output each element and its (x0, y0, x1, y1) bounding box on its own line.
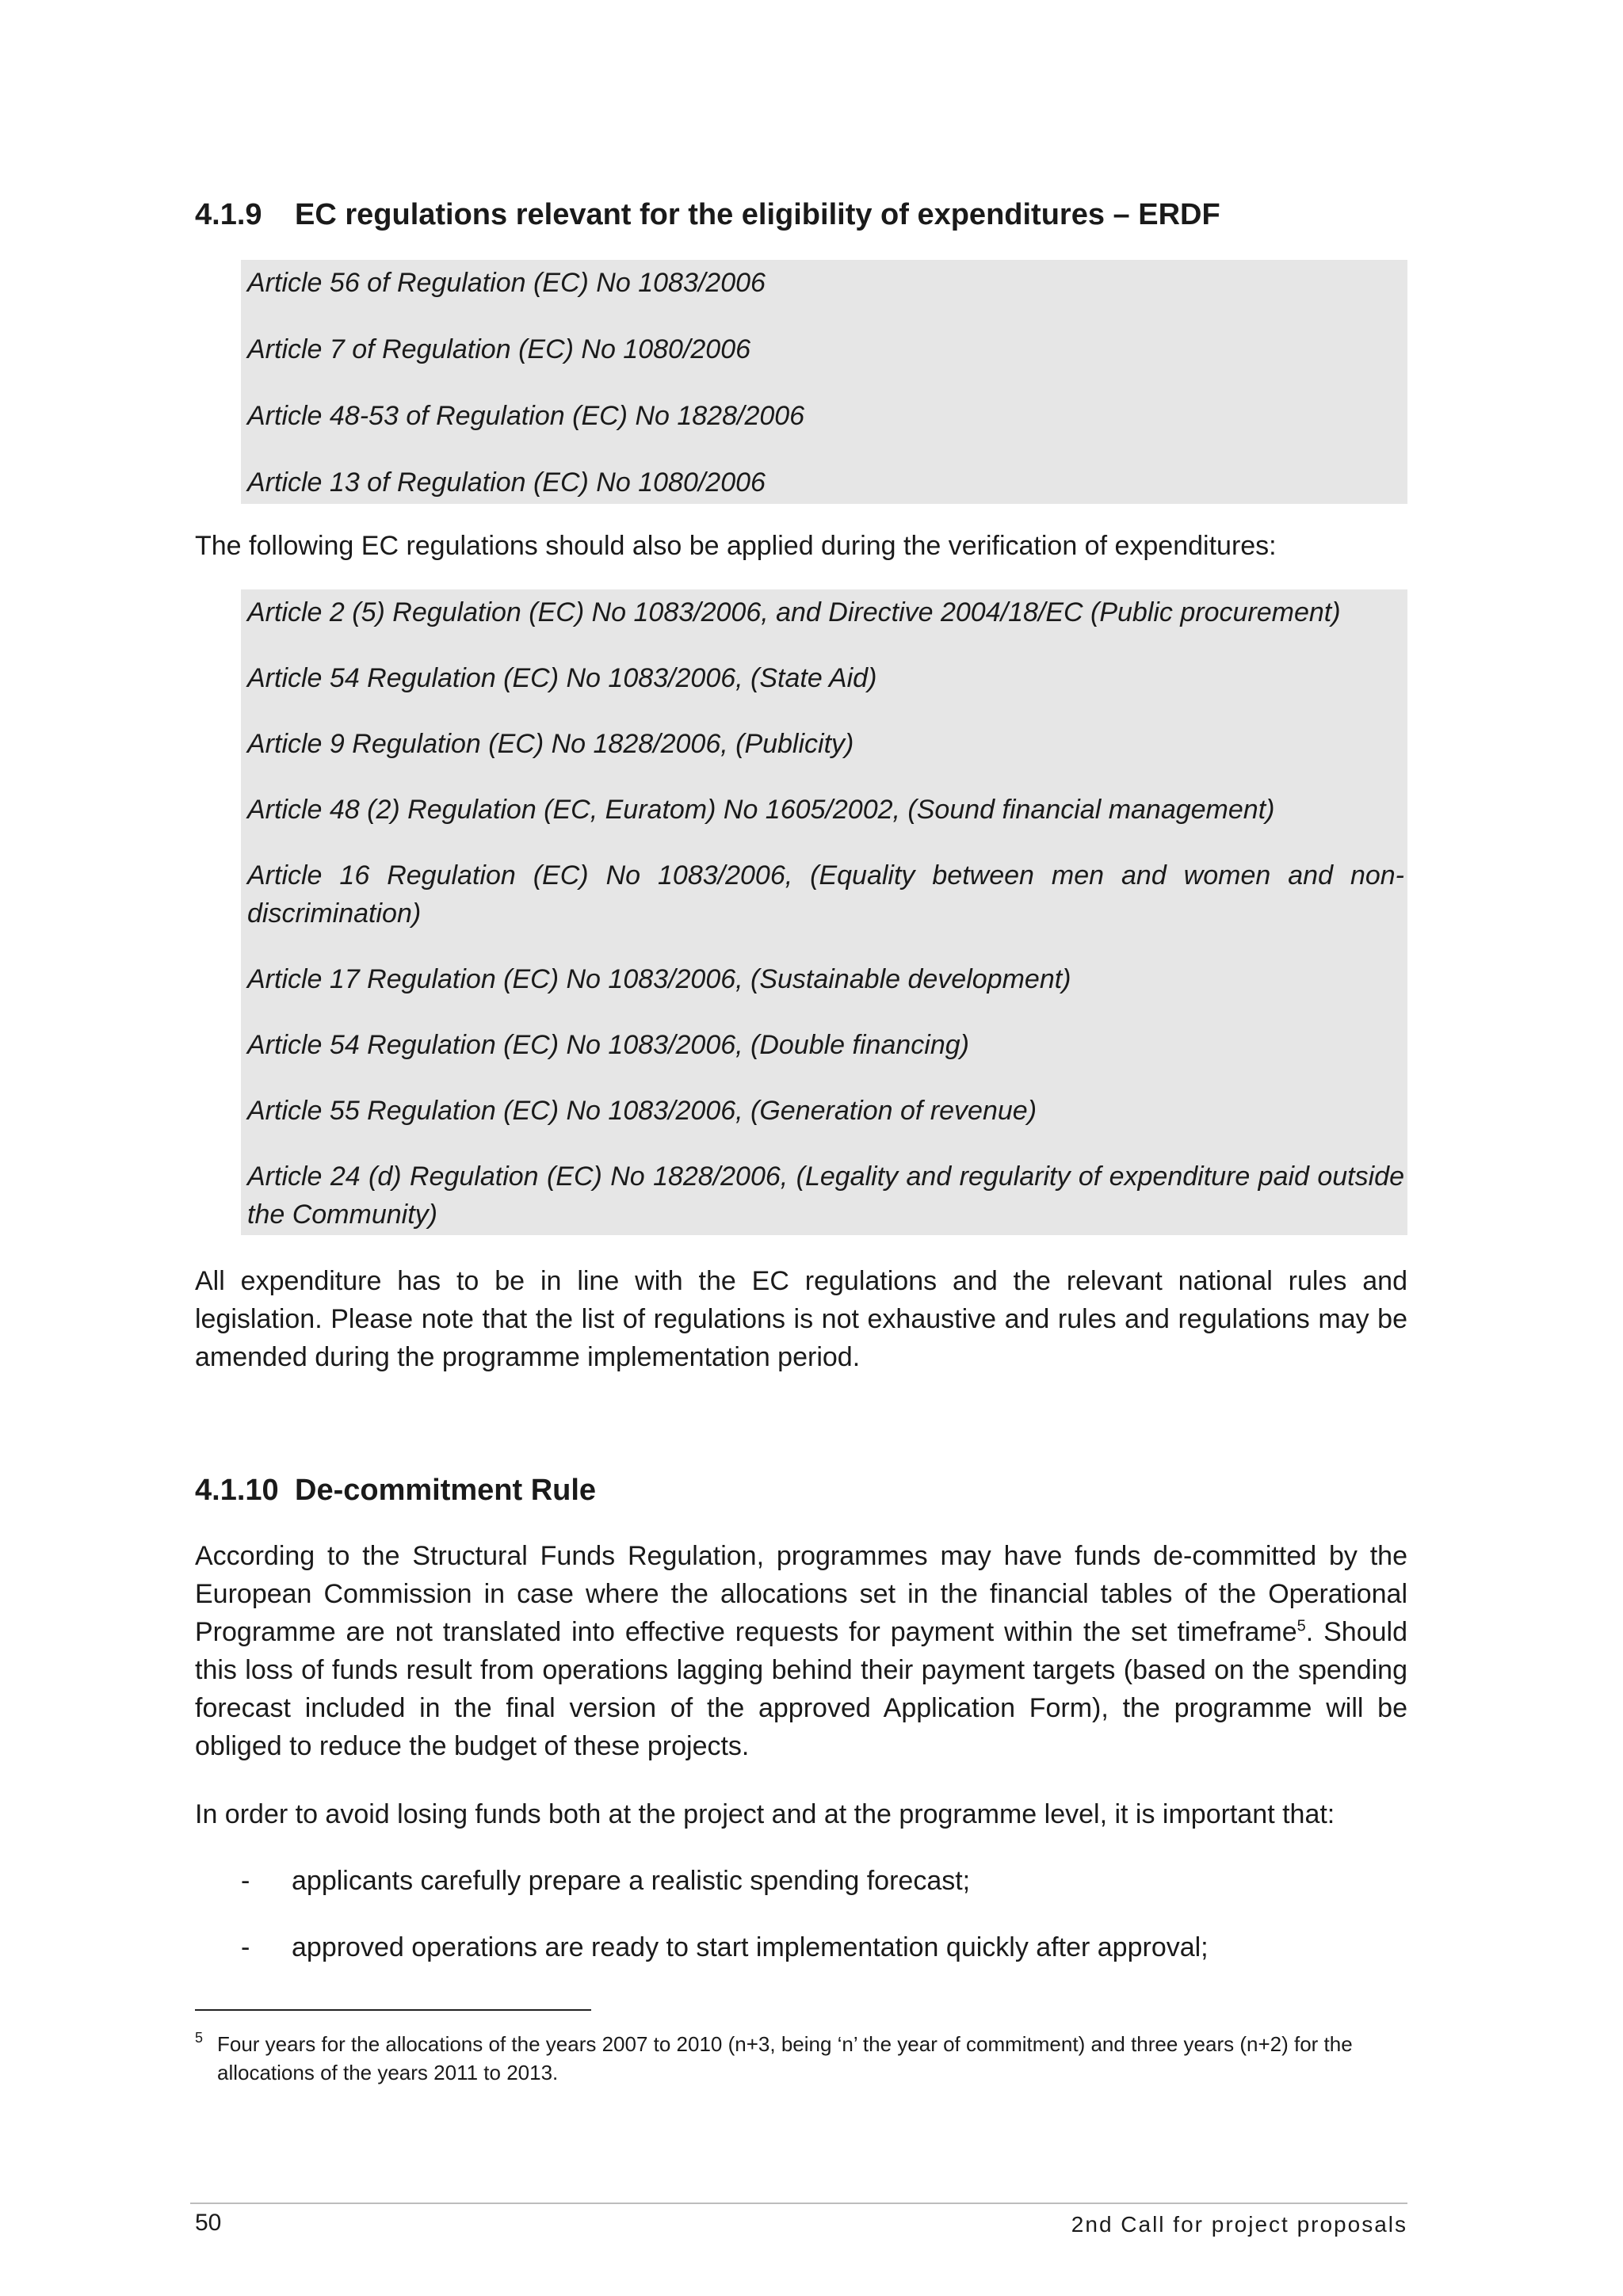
regulation-item: Article 16 Regulation (EC) No 1083/2006, (Equality between men and women and non-discrimination) (247, 860, 1404, 929)
decommitment-text-part2: . Should this loss of funds result from operations lagging behind their payment targets (based on the spending forecast included in the final version of the approved Application Form), the programme will be obliged to reduce the budget of these projects. (195, 1617, 1407, 1761)
verification-intro: The following EC regulations should also be applied during the verification of expenditures: (195, 531, 1277, 561)
regulation-item: Article 56 of Regulation (EC) No 1083/2006 (247, 268, 766, 298)
document-title: 2nd Call for project proposals (1071, 2212, 1407, 2237)
regulation-item: Article 24 (d) Regulation (EC) No 1828/2006, (Legality and regularity of expenditure paid outside the Community) (247, 1161, 1404, 1230)
list-item (241, 1928, 1209, 1966)
footnote (195, 2030, 1407, 2087)
footnote-separator (195, 2009, 591, 2011)
decommitment-paragraph (195, 1537, 1407, 1765)
regulation-item: Article 13 of Regulation (EC) No 1080/2006 (247, 467, 766, 498)
footer-separator (190, 2203, 1407, 2204)
avoid-losing-funds-paragraph: In order to avoid losing funds both at the project and at the programme level, it is important that: (195, 1799, 1335, 1829)
eligibility-regulations-box (241, 260, 1407, 504)
regulation-item: Article 48-53 of Regulation (EC) No 1828/2006 (247, 401, 805, 431)
section-number: 4.1.9 (195, 198, 262, 231)
list-item-text: applicants carefully prepare a realistic spending forecast; (292, 1866, 971, 1896)
list-dash: - (241, 1932, 250, 1962)
list-item-text: approved operations are ready to start implementation quickly after approval; (292, 1932, 1209, 1962)
footnote-text: Four years for the allocations of the years 2007 to 2010 (n+3, being ‘n’ the year of commitment) and three years (n+2) for the allocations of the years 2011 to 2013. (217, 2032, 1353, 2084)
closing-paragraph: All expenditure has to be in line with the EC regulations and the relevant national rules and legislation. Please note that the list of regulations is not exhaustive and rules and regulations may be amended during the programme implementation period. (195, 1266, 1407, 1372)
regulation-item: Article 9 Regulation (EC) No 1828/2006, (Publicity) (247, 729, 854, 759)
regulation-item: Article 55 Regulation (EC) No 1083/2006, (Generation of revenue) (247, 1096, 1037, 1126)
regulation-item: Article 48 (2) Regulation (EC, Euratom) No 1605/2002, (Sound financial management) (247, 795, 1275, 825)
regulation-item: Article 54 Regulation (EC) No 1083/2006, (State Aid) (247, 663, 877, 693)
page-number: 50 (195, 2210, 222, 2236)
regulation-item: Article 17 Regulation (EC) No 1083/2006, (Sustainable development) (247, 964, 1071, 994)
footnote-mark: 5 (195, 2030, 204, 2046)
document-page (195, 0, 1407, 2296)
list-item (241, 1862, 970, 1900)
footnote-reference: 5 (1296, 1617, 1306, 1635)
section-title: De-commitment Rule (295, 1474, 597, 1507)
verification-regulations-box (241, 589, 1407, 1235)
list-dash: - (241, 1866, 250, 1896)
regulation-item: Article 7 of Regulation (EC) No 1080/2006 (247, 334, 751, 364)
section-heading-4-1-9 (195, 196, 1220, 233)
section-title: EC regulations relevant for the eligibility of expenditures – ERDF (295, 198, 1220, 231)
section-number: 4.1.10 (195, 1474, 279, 1507)
regulation-item: Article 54 Regulation (EC) No 1083/2006, (Double financing) (247, 1030, 969, 1060)
decommitment-text-part1: According to the Structural Funds Regulation, programmes may have funds de-committed by the European Commission in case where the allocations set in the financial tables of the Operational Programme are not translated into effective requests for payment within the set timeframe (195, 1541, 1407, 1647)
section-heading-4-1-10 (195, 1472, 597, 1508)
regulation-item: Article 2 (5) Regulation (EC) No 1083/2006, and Directive 2004/18/EC (Public procurement) (247, 597, 1341, 627)
